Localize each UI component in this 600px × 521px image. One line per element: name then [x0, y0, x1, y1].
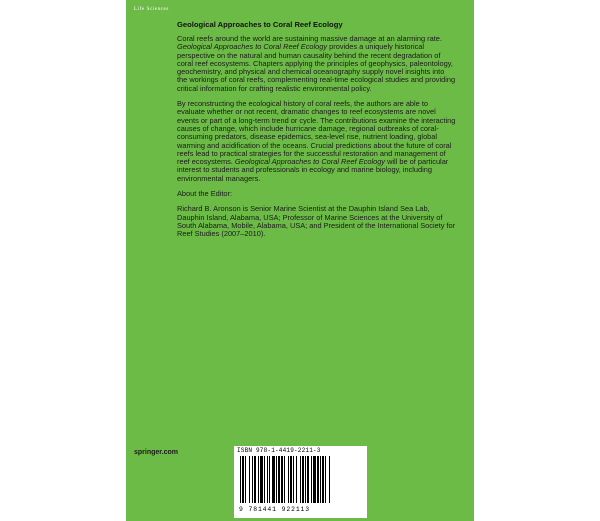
- barcode-bar: [264, 456, 265, 503]
- barcode-icon: [240, 456, 362, 503]
- barcode-bar: [307, 456, 309, 503]
- barcode-bar: [272, 456, 275, 503]
- barcode-bar: [240, 456, 241, 503]
- barcode-bar: [267, 456, 268, 503]
- about-editor-heading: About the Editor:: [177, 189, 233, 199]
- barcode-bar: [249, 456, 250, 503]
- blurb-paragraph-2: By reconstructing the ecological history of coral reefs, the authors are able to evaluate whether or not recent, dramatic changes to reef ecosystems are novel events or part of a long-term trend or cycle. The contributions examine the interacting causes of change, which include hurricane damage, regional outbreaks of coral-consuming predators, disease epidemics, sea-level rise, nutrient loading, global warming and acidification of the oceans. Crucial predictions about the future of coral reefs lead to practical strategies for the successful restoration and management of reef ecosystems. Geological Approaches to Coral Reef Ecology will be of particular interest to students and professionals in ecology and marine biology, including environmental managers.: [177, 99, 456, 183]
- blurb-paragraph-1: Coral reefs around the world are sustaining massive damage at an alarming rate. Geological Approaches to Coral Reef Ecology provides a uniquely historical perspective on the natural and human causality behind the recent degradation of coral reef ecosystems. Chapters applying the principles of geophysics, paleontology, geochemistry, and physical and chemical oceanography supply novel insights into the workings of coral reefs, complementing real-time ecological studies and providing critical information for crafting realistic environmental policy.: [177, 34, 456, 93]
- barcode-bar: [252, 456, 253, 503]
- barcode-bar: [300, 456, 301, 503]
- barcode-bar: [302, 456, 304, 503]
- barcode-bar: [278, 456, 280, 503]
- barcode-bar: [288, 456, 289, 503]
- book-back-cover: [126, 0, 474, 521]
- barcode-bar: [311, 456, 312, 503]
- barcode-bar: [290, 456, 292, 503]
- barcode-bar: [322, 456, 324, 503]
- barcode-bar: [296, 456, 297, 503]
- barcode-bar: [269, 456, 270, 503]
- barcode-digits: 9 781441 922113: [239, 506, 311, 513]
- barcode-bar: [313, 456, 316, 503]
- publisher-url: springer.com: [134, 449, 178, 456]
- barcode-bar: [242, 456, 244, 503]
- blurb: [177, 35, 456, 246]
- barcode-bar: [281, 456, 283, 503]
- barcode-bar: [260, 456, 263, 503]
- book-title-inline: Geological Approaches to Coral Reef Ecology: [177, 42, 328, 52]
- barcode-bar: [245, 456, 246, 503]
- isbn-text: ISBN 978-1-4419-2211-3: [237, 447, 321, 454]
- isbn-barcode-box: [234, 446, 367, 518]
- barcode-bar: [320, 456, 321, 503]
- barcode-bar: [325, 456, 326, 503]
- barcode-bar: [276, 456, 277, 503]
- barcode-bar: [258, 456, 259, 503]
- editor-bio: Richard B. Aronson is Senior Marine Scientist at the Dauphin Island Sea Lab, Dauphin Island, Alabama, USA; Professor of Marine Sciences at the University of South Alabama, Mobile, Alabama, USA; and President of the International Society for Reef Studies (2007–2010).: [177, 204, 456, 239]
- barcode-bar: [329, 456, 330, 503]
- book-title-inline: Geological Approaches to Coral Reef Ecology: [234, 157, 386, 167]
- book-title: Geological Approaches to Coral Reef Ecology: [177, 20, 343, 29]
- barcode-bar: [284, 456, 285, 503]
- barcode-bar: [305, 456, 306, 503]
- barcode-bar: [254, 456, 256, 503]
- barcode-bar: [317, 456, 319, 503]
- series-label: Life Sciences: [134, 7, 169, 12]
- barcode-bar: [293, 456, 294, 503]
